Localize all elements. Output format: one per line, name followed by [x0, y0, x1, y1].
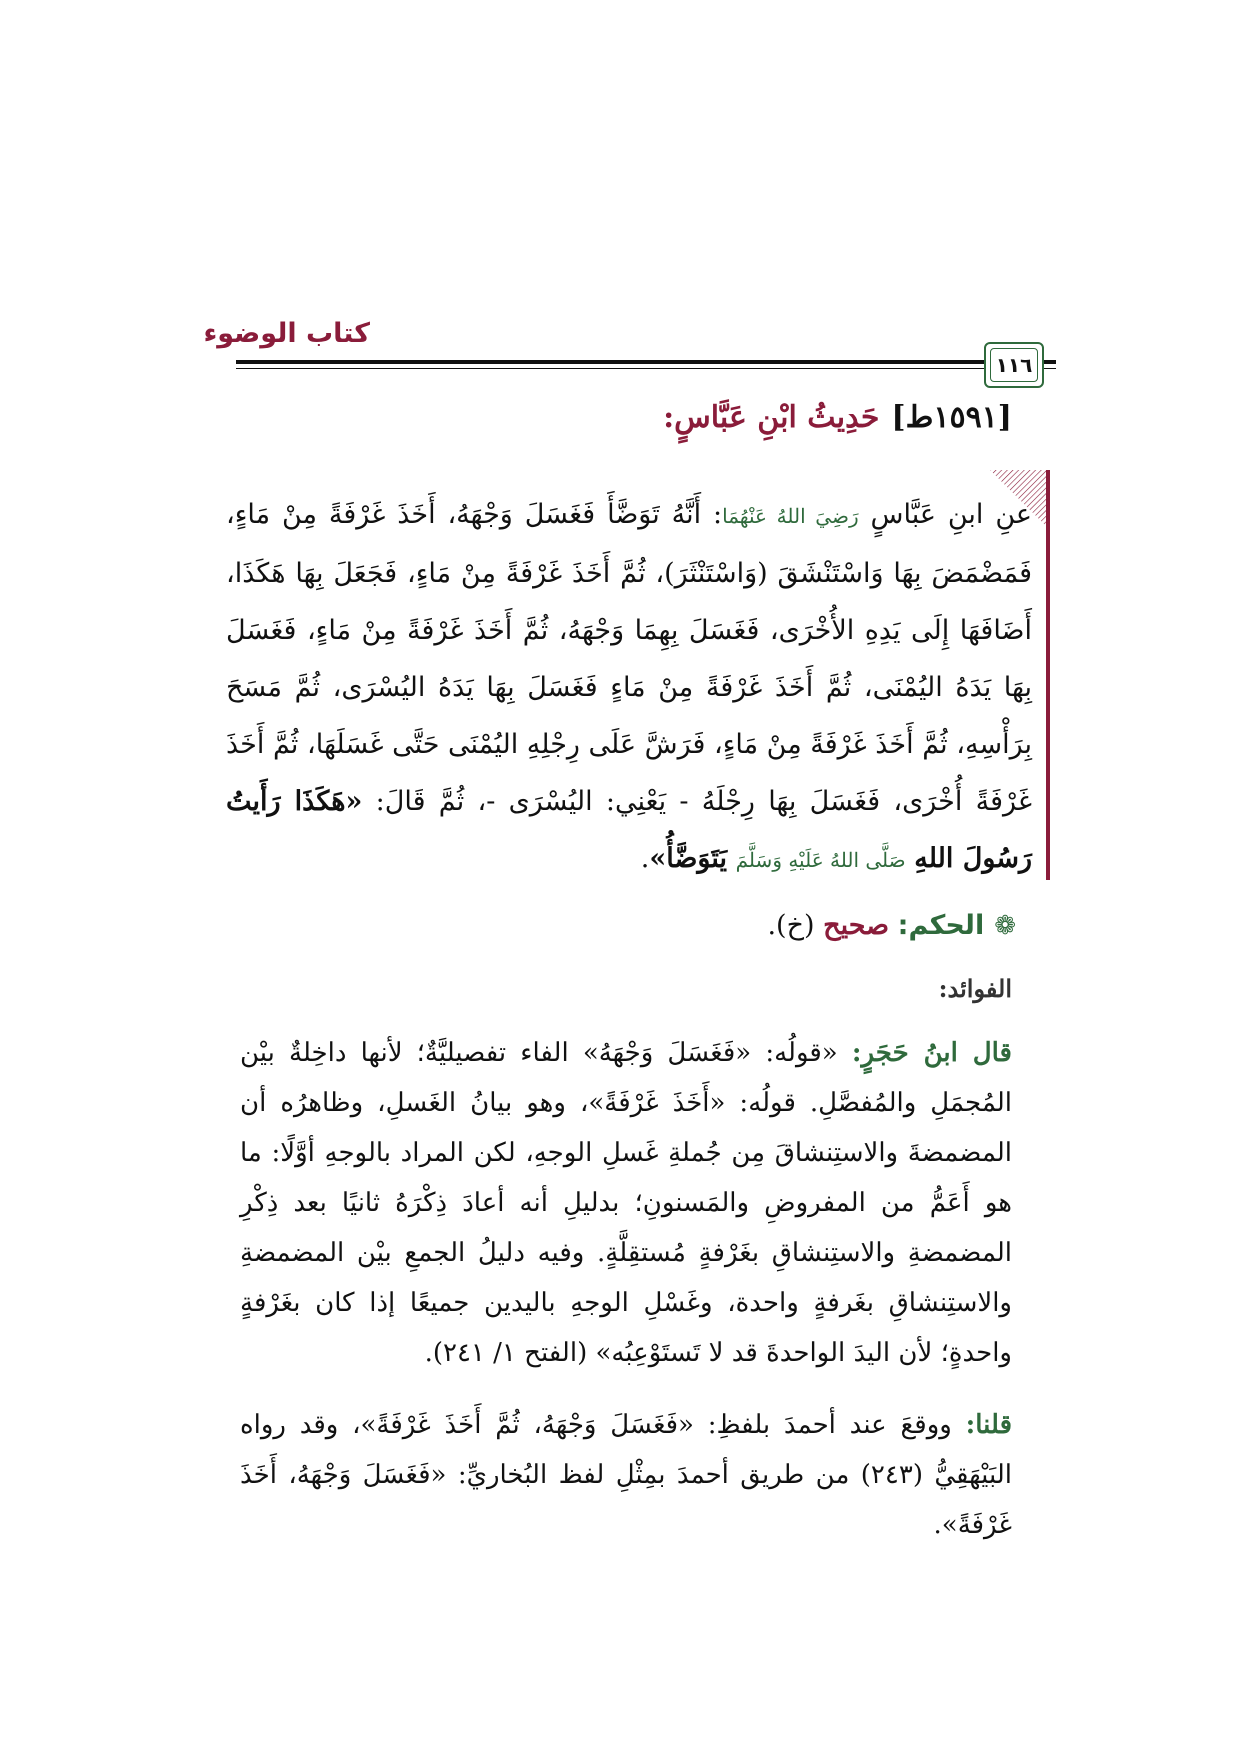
hadith-text	[226, 486, 1032, 889]
header-rule	[236, 360, 1008, 364]
page-number: ١١٦	[990, 348, 1038, 382]
paragraph-1-text: «قولُه: «فَغَسَلَ وَجْهَهُ» الفاء تفصيليَّةٌ؛ لأنها داخِلةٌ بيْن المُجمَلِ والمُفصَّلِ. قولُه: «أَخَذَ غَرْفَةً»، وهو بيانُ الغَسلِ، وظاهرُه أن المضمضةَ والاستِنشاقَ مِن جُملةِ غَسلِ الوجهِ، لكن المراد بالوجهِ أوَّلًا: ما هو أَعَمُّ من المفروضِ والمَسنونِ؛ بدليلِ أنه أعادَ ذِكْرَهُ ثانيًا بعد ذِكْرِ المضمضةِ والاستِنشاقِ بغَرْفةٍ مُستقِلَّةٍ. وفيه دليلُ الجمعِ بيْن المضمضةِ والاستِنشاقِ بغَرفةٍ واحدة، وغَسْلِ الوجهِ باليدين جميعًا إذا كان بغَرْفةٍ واحدةٍ؛ لأن اليدَ الواحدةَ قد لا تَستَوْعِبُه» (الفتح ١/ ٢٤١).	[240, 1038, 1012, 1368]
commentary-paragraph-1	[240, 1028, 1012, 1378]
commentary-paragraph-2	[240, 1400, 1012, 1550]
hadith-quote-part1: «هَكَذَا رَأَيتُ رَسُولَ اللهِ	[226, 786, 1032, 874]
hadith-quote-part2: يَتَوَضَّأُ»	[649, 843, 728, 874]
running-header-title: كتاب الوضوء	[203, 318, 370, 349]
hadith-text-part1: عنِ ابنِ عَبَّاسٍ	[870, 499, 1032, 530]
hadith-text-end: .	[640, 843, 650, 874]
honorific-radiya-allahu-anhuma: رَضِيَ اللهُ عَنْهُمَا	[722, 504, 859, 528]
paragraph-1-lead: قال ابنُ حَجَرٍ:	[851, 1038, 1012, 1068]
benefits-heading: الفوائد:	[938, 974, 1012, 1003]
paragraph-2-lead: قلنا:	[965, 1410, 1012, 1440]
ruling-source: (خ).	[767, 910, 815, 941]
hadith-text-part2: : أَنَّهُ تَوَضَّأَ فَغَسَلَ وَجْهَهُ، أَخَذَ غَرْفَةً مِنْ مَاءٍ، فَمَضْمَضَ بِهَا وَاسْتَنْشَقَ (وَاسْتَنْثَرَ)، ثُمَّ أَخَذَ غَرْفَةً مِنْ مَاءٍ، فَجَعَلَ بِهَا هَكَذَا، أَضَافَهَا إِلَى يَدِهِ الأُخْرَى، فَغَسَلَ بِهِمَا وَجْهَهُ، ثُمَّ أَخَذَ غَرْفَةً مِنْ مَاءٍ، فَغَسَلَ بِهَا يَدَهُ اليُمْنَى، ثُمَّ أَخَذَ غَرْفَةً مِنْ مَاءٍ فَغَسَلَ بِهَا يَدَهُ اليُسْرَى، ثُمَّ مَسَحَ بِرَأْسِهِ، ثُمَّ أَخَذَ غَرْفَةً مِنْ مَاءٍ، فَرَشَّ عَلَى رِجْلِهِ اليُمْنَى حَتَّى غَسَلَهَا، ثُمَّ أَخَذَ غَرْفَةً أُخْرَى، فَغَسَلَ بِهَا رِجْلَهُ - يَعْنِي: اليُسْرَى -، ثُمَّ قَالَ:	[226, 499, 1032, 817]
page-number-frame	[984, 342, 1044, 388]
hadith-number: [١٥٩١ط]	[891, 400, 1012, 435]
ruling-value: صحيح	[823, 910, 890, 941]
ruling-label: الحكم:	[897, 910, 985, 941]
hadith-box	[226, 470, 1050, 880]
header-rule-thin	[236, 368, 1008, 369]
hadith-ruling	[767, 910, 1016, 941]
hadith-heading	[663, 400, 1012, 435]
paragraph-2-text: ووقعَ عند أحمدَ بلفظِ: «فَغَسَلَ وَجْهَهُ، ثُمَّ أَخَذَ غَرْفَةً»، وقد رواه البَيْهَقِيُّ (٢٤٣) من طريق أحمدَ بمِثْلِ لفظ البُخاريِّ: «فَغَسَلَ وَجْهَهُ، أَخَذَ غَرْفَةً».	[240, 1410, 1012, 1540]
hadith-title: حَدِيثُ ابْنِ عَبَّاسٍ:	[663, 400, 880, 435]
flower-ornament-icon: ❁	[994, 911, 1016, 941]
honorific-salla-allahu: صَلَّى اللهُ عَلَيْهِ وَسَلَّمَ	[735, 848, 906, 872]
